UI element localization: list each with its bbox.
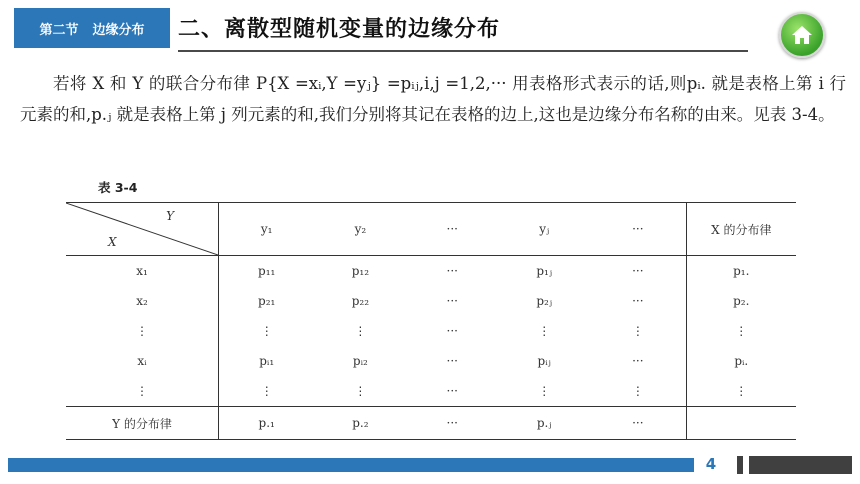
table-row (66, 316, 796, 346)
diagonal-line (66, 203, 218, 255)
row-label: ⋮ (66, 376, 219, 407)
row-label: ⋮ (66, 316, 219, 346)
table-cell: ··· (446, 264, 458, 278)
page-number: 4 (705, 455, 717, 473)
table-cell: ⋮ (354, 384, 367, 398)
table-cell: ··· (446, 384, 458, 398)
footer-label: Y 的分布律 (66, 407, 219, 440)
row-label: x₂ (66, 286, 219, 316)
table-cell: pᵢ₂ (352, 354, 368, 368)
table-cell: ··· (446, 324, 458, 338)
table-cell: ··· (632, 354, 644, 368)
table-header-row (66, 203, 796, 256)
table-row (66, 376, 796, 407)
table-cell: ⋮ (631, 324, 644, 338)
col-header: y₁ (219, 203, 315, 256)
footer-accent-small (737, 456, 743, 474)
table-cell: ⋮ (686, 316, 796, 346)
corner-y-label: Y (166, 209, 174, 223)
table-cell: ··· (632, 294, 644, 308)
corner-cell (66, 203, 219, 256)
table-cell: ··· (590, 407, 686, 440)
table-cell: ⋮ (260, 384, 273, 398)
col-header: yⱼ (498, 203, 590, 256)
table-cell: p₂. (686, 286, 796, 316)
table-cell: ⋮ (260, 324, 273, 338)
footer-bar (8, 458, 694, 472)
table-cell: pᵢ. (686, 346, 796, 376)
table-caption: 表 3-4 (98, 180, 138, 195)
table-cell: p₁ⱼ (536, 264, 553, 278)
table-cell: ⋮ (686, 376, 796, 407)
home-button[interactable] (779, 12, 825, 58)
table-cell: ··· (446, 354, 458, 368)
row-label: x₁ (66, 256, 219, 287)
table-cell: p.₂ (314, 407, 406, 440)
home-icon (791, 25, 813, 45)
table-row (66, 256, 796, 287)
table-cell: p.ⱼ (498, 407, 590, 440)
body-paragraph: 若将 X 和 Y 的联合分布律 P{X =xᵢ,Y =yⱼ} =pᵢⱼ,i,j =1,2,··· 用表格形式表示的话,则pᵢ. 就是表格上第 i 行元素的和,p.ⱼ 就是表格上第 j 列元素的和,我们分别将其记在表格的边上,这也是边缘分布名称的由来。见表 3-4。 (20, 74, 846, 124)
table-cell: ··· (632, 264, 644, 278)
table-cell: ⋮ (354, 324, 367, 338)
table-cell: ⋮ (538, 384, 551, 398)
table-cell: p.₁ (219, 407, 315, 440)
table-footer-row (66, 407, 796, 440)
section-label: 第二节 (39, 22, 79, 38)
title-divider (178, 50, 748, 52)
table-cell: p₁. (686, 256, 796, 287)
footer-accent-block (749, 456, 852, 474)
table-row (66, 346, 796, 376)
table-row (66, 286, 796, 316)
table-cell: p₂ⱼ (536, 294, 553, 308)
table-cell: p₂₂ (351, 294, 370, 308)
page-title: 二、离散型随机变量的边缘分布 (178, 17, 501, 42)
table-cell: p₁₂ (351, 264, 370, 278)
section-topic: 边缘分布 (92, 22, 145, 38)
row-label: xᵢ (66, 346, 219, 376)
table-cell (686, 407, 796, 440)
table-cell: ··· (446, 294, 458, 308)
table-cell: pᵢ₁ (259, 354, 275, 368)
table-cell: ··· (406, 407, 498, 440)
table-cell: ⋮ (538, 324, 551, 338)
col-header: X 的分布律 (686, 203, 796, 256)
section-badge (14, 8, 170, 48)
marginal-distribution-table (66, 202, 796, 440)
table-cell: p₂₁ (258, 294, 276, 308)
table-cell: pᵢⱼ (537, 354, 551, 368)
col-header: y₂ (314, 203, 406, 256)
col-header: ··· (590, 203, 686, 256)
table-cell: ⋮ (631, 384, 644, 398)
corner-x-label: X (108, 235, 117, 249)
col-header: ··· (406, 203, 498, 256)
table-cell: p₁₁ (258, 264, 276, 278)
